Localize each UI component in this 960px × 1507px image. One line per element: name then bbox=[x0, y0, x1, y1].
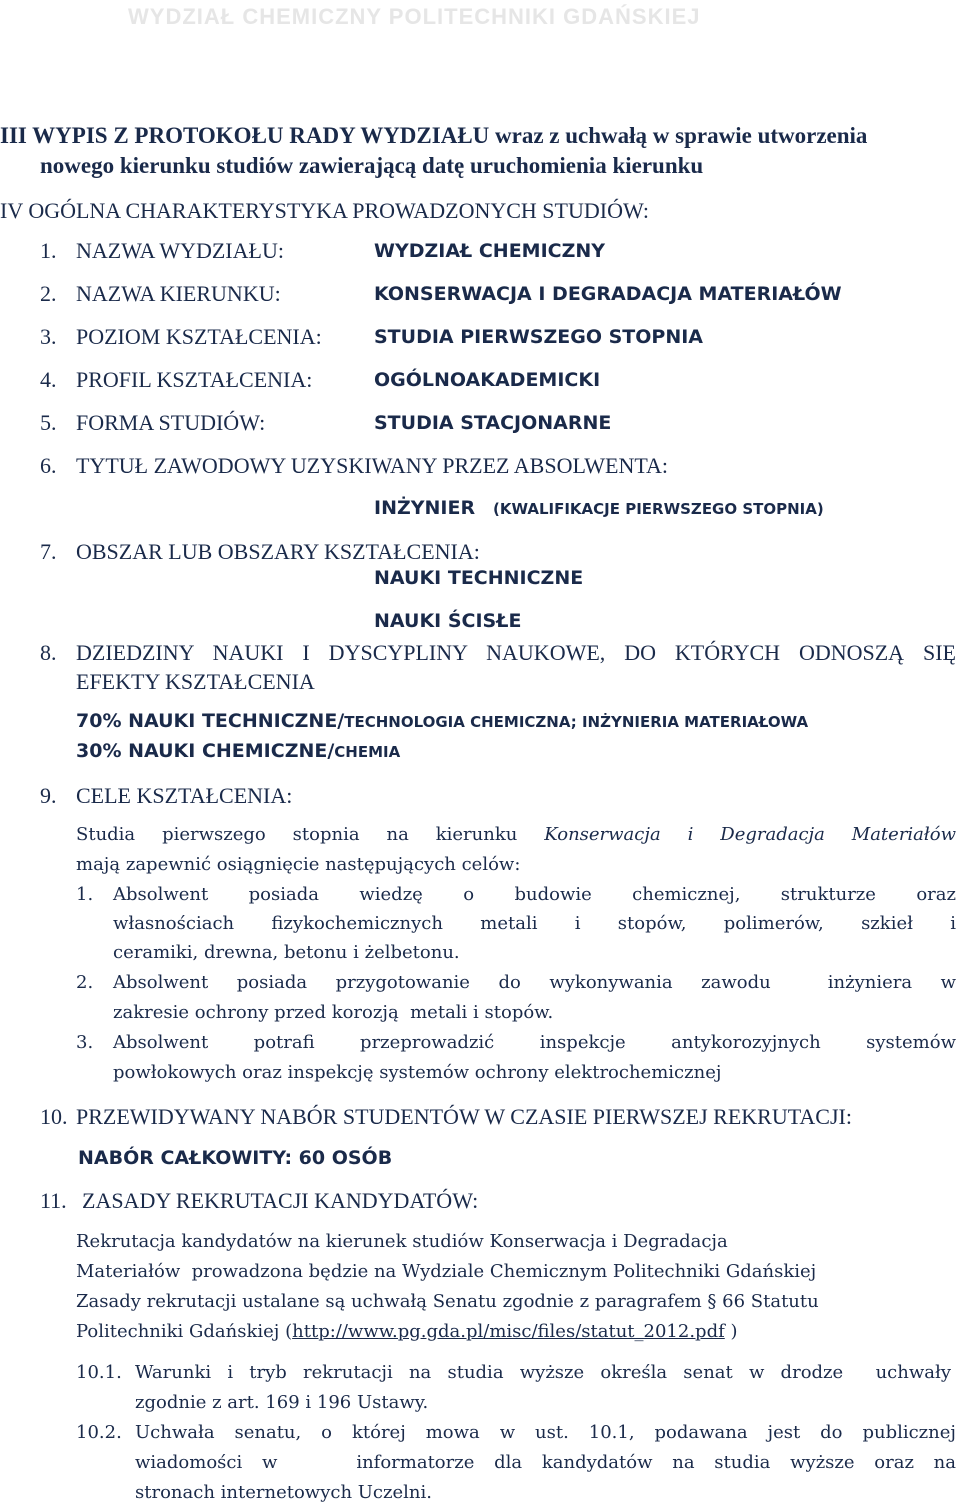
item-label: POZIOM KSZTAŁCENIA: bbox=[76, 324, 322, 349]
heading-section-4: IV OGÓLNA CHARAKTERYSTYKA PROWADZONYCH STUDIÓW: bbox=[0, 198, 650, 223]
item-label: ZASADY REKRUTACJI KANDYDATÓW: bbox=[82, 1188, 479, 1213]
discipline-sub: TECHNOLOGIA CHEMICZNA; INŻYNIERIA MATERIAŁOWA bbox=[344, 713, 809, 731]
discipline-main: 30% NAUKI CHEMICZNE/ bbox=[76, 740, 335, 762]
goals-intro bbox=[76, 824, 956, 845]
item-number: 11. bbox=[40, 1188, 67, 1213]
statute-link[interactable]: http://www.pg.gda.pl/misc/files/statut_2012.pdf bbox=[292, 1321, 725, 1342]
item-number: 9. bbox=[40, 783, 57, 808]
sub-item-number: 10.1. bbox=[76, 1362, 122, 1383]
item-number: 4. bbox=[40, 367, 57, 392]
program-name: Konserwacja i Degradacja Materiałów bbox=[544, 824, 956, 845]
item-label: EFEKTY KSZTAŁCENIA bbox=[76, 669, 315, 694]
recruitment-paragraph-line: Zasady rekrutacji ustalane są uchwałą Senatu zgodnie z paragrafem § 66 Statutu bbox=[76, 1291, 819, 1312]
item-label: NAZWA KIERUNKU: bbox=[76, 281, 281, 306]
item-label: FORMA STUDIÓW: bbox=[76, 410, 266, 435]
item-value-note: (KWALIFIKACJE PIERWSZEGO STOPNIA) bbox=[493, 500, 824, 518]
discipline-main: 70% NAUKI TECHNICZNE/ bbox=[76, 710, 345, 732]
item-label: CELE KSZTAŁCENIA: bbox=[76, 783, 293, 808]
item-number: 2. bbox=[40, 281, 57, 306]
item-value: NAUKI TECHNICZNE bbox=[374, 567, 584, 589]
discipline-row bbox=[76, 740, 400, 762]
item-label: NAZWA WYDZIAŁU: bbox=[76, 238, 284, 263]
item-value: INŻYNIER bbox=[374, 497, 476, 519]
sub-item-line: stronach internetowych Uczelni. bbox=[135, 1482, 432, 1503]
discipline-sub: CHEMIA bbox=[334, 743, 401, 761]
item-label: TYTUŁ ZAWODOWY UZYSKIWANY PRZEZ ABSOLWENTA: bbox=[76, 453, 669, 478]
sub-item-line: Uchwała senatu, o której mowa w ust. 10.1, podawana jest do publicznej bbox=[135, 1422, 956, 1443]
sub-item-line: zgodnie z art. 169 i 196 Ustawy. bbox=[135, 1392, 429, 1413]
item-number: 6. bbox=[40, 453, 57, 478]
page-header-watermark: WYDZIAŁ CHEMICZNY POLITECHNIKI GDAŃSKIEJ bbox=[128, 4, 701, 29]
item-value: KONSERWACJA I DEGRADACJA MATERIAŁÓW bbox=[374, 283, 842, 305]
goal-line: Absolwent posiada przygotowanie do wykonywania zawodu inżyniera w bbox=[113, 972, 956, 993]
sub-item-line: wiadomości w informatorze dla kandydatów na studia wyższe oraz na bbox=[135, 1452, 956, 1473]
goal-line: własnościach fizykochemicznych metali i stopów, polimerów, szkieł i bbox=[113, 913, 956, 934]
discipline-row bbox=[76, 710, 808, 732]
recruitment-paragraph-line: Rekrutacja kandydatów na kierunek studiów Konserwacja i Degradacja bbox=[76, 1231, 728, 1252]
goal-line: ceramiki, drewna, betonu i żelbetonu. bbox=[113, 942, 460, 963]
recruitment-text: Politechniki Gdańskiej ( bbox=[76, 1321, 293, 1342]
recruitment-paragraph-line bbox=[76, 1321, 738, 1342]
sub-item-line: Warunki i tryb rekrutacji na studia wyższe określa senat w drodze uchwały bbox=[135, 1362, 951, 1383]
heading-section-3-line2: nowego kierunku studiów zawierającą datę uruchomienia kierunku bbox=[40, 153, 704, 178]
item-number: 5. bbox=[40, 410, 57, 435]
item-value: STUDIA STACJONARNE bbox=[374, 412, 612, 434]
goal-number: 1. bbox=[76, 884, 94, 905]
item-value: OGÓLNOAKADEMICKI bbox=[374, 369, 601, 391]
recruitment-paragraph-line: Materiałów prowadzona będzie na Wydziale Chemicznym Politechniki Gdańskiej bbox=[76, 1261, 817, 1282]
item-label: DZIEDZINY NAUKI I DYSCYPLINY NAUKOWE, DO KTÓRYCH ODNOSZĄ SIĘ bbox=[76, 640, 956, 665]
item-value: NAUKI ŚCISŁE bbox=[374, 610, 522, 632]
goal-line: powłokowych oraz inspekcję systemów ochrony elektrochemicznej bbox=[113, 1062, 722, 1083]
item-label: PRZEWIDYWANY NABÓR STUDENTÓW W CZASIE PIERWSZEJ REKRUTACJI: bbox=[76, 1104, 852, 1129]
item-number: 1. bbox=[40, 238, 57, 263]
item-number: 7. bbox=[40, 539, 57, 564]
goal-line: Absolwent posiada wiedzę o budowie chemicznej, strukturze oraz bbox=[113, 884, 956, 905]
goals-intro-text: mają zapewnić osiągnięcie następujących celów: bbox=[76, 854, 521, 875]
item-number: 8. bbox=[40, 640, 57, 665]
recruitment-text: ) bbox=[724, 1321, 738, 1342]
item-value: NABÓR CAŁKOWITY: 60 OSÓB bbox=[78, 1147, 393, 1169]
item-value: STUDIA PIERWSZEGO STOPNIA bbox=[374, 326, 703, 348]
goals-intro-text: Studia pierwszego stopnia na kierunku bbox=[76, 824, 518, 845]
item-number: 3. bbox=[40, 324, 57, 349]
item-value: WYDZIAŁ CHEMICZNY bbox=[374, 240, 606, 262]
goal-line: Absolwent potrafi przeprowadzić inspekcje antykorozyjnych systemów bbox=[113, 1032, 956, 1053]
sub-item-number: 10.2. bbox=[76, 1422, 122, 1443]
heading-section-3-line1: III WYPIS Z PROTOKOŁU RADY WYDZIAŁU wraz z uchwałą w sprawie utworzenia bbox=[0, 123, 868, 148]
item-label: PROFIL KSZTAŁCENIA: bbox=[76, 367, 313, 392]
goal-number: 3. bbox=[76, 1032, 94, 1053]
item-number: 10. bbox=[40, 1104, 68, 1129]
goal-number: 2. bbox=[76, 972, 94, 993]
goal-line: zakresie ochrony przed korozją metali i stopów. bbox=[113, 1002, 554, 1023]
item-label: OBSZAR LUB OBSZARY KSZTAŁCENIA: bbox=[76, 539, 480, 564]
